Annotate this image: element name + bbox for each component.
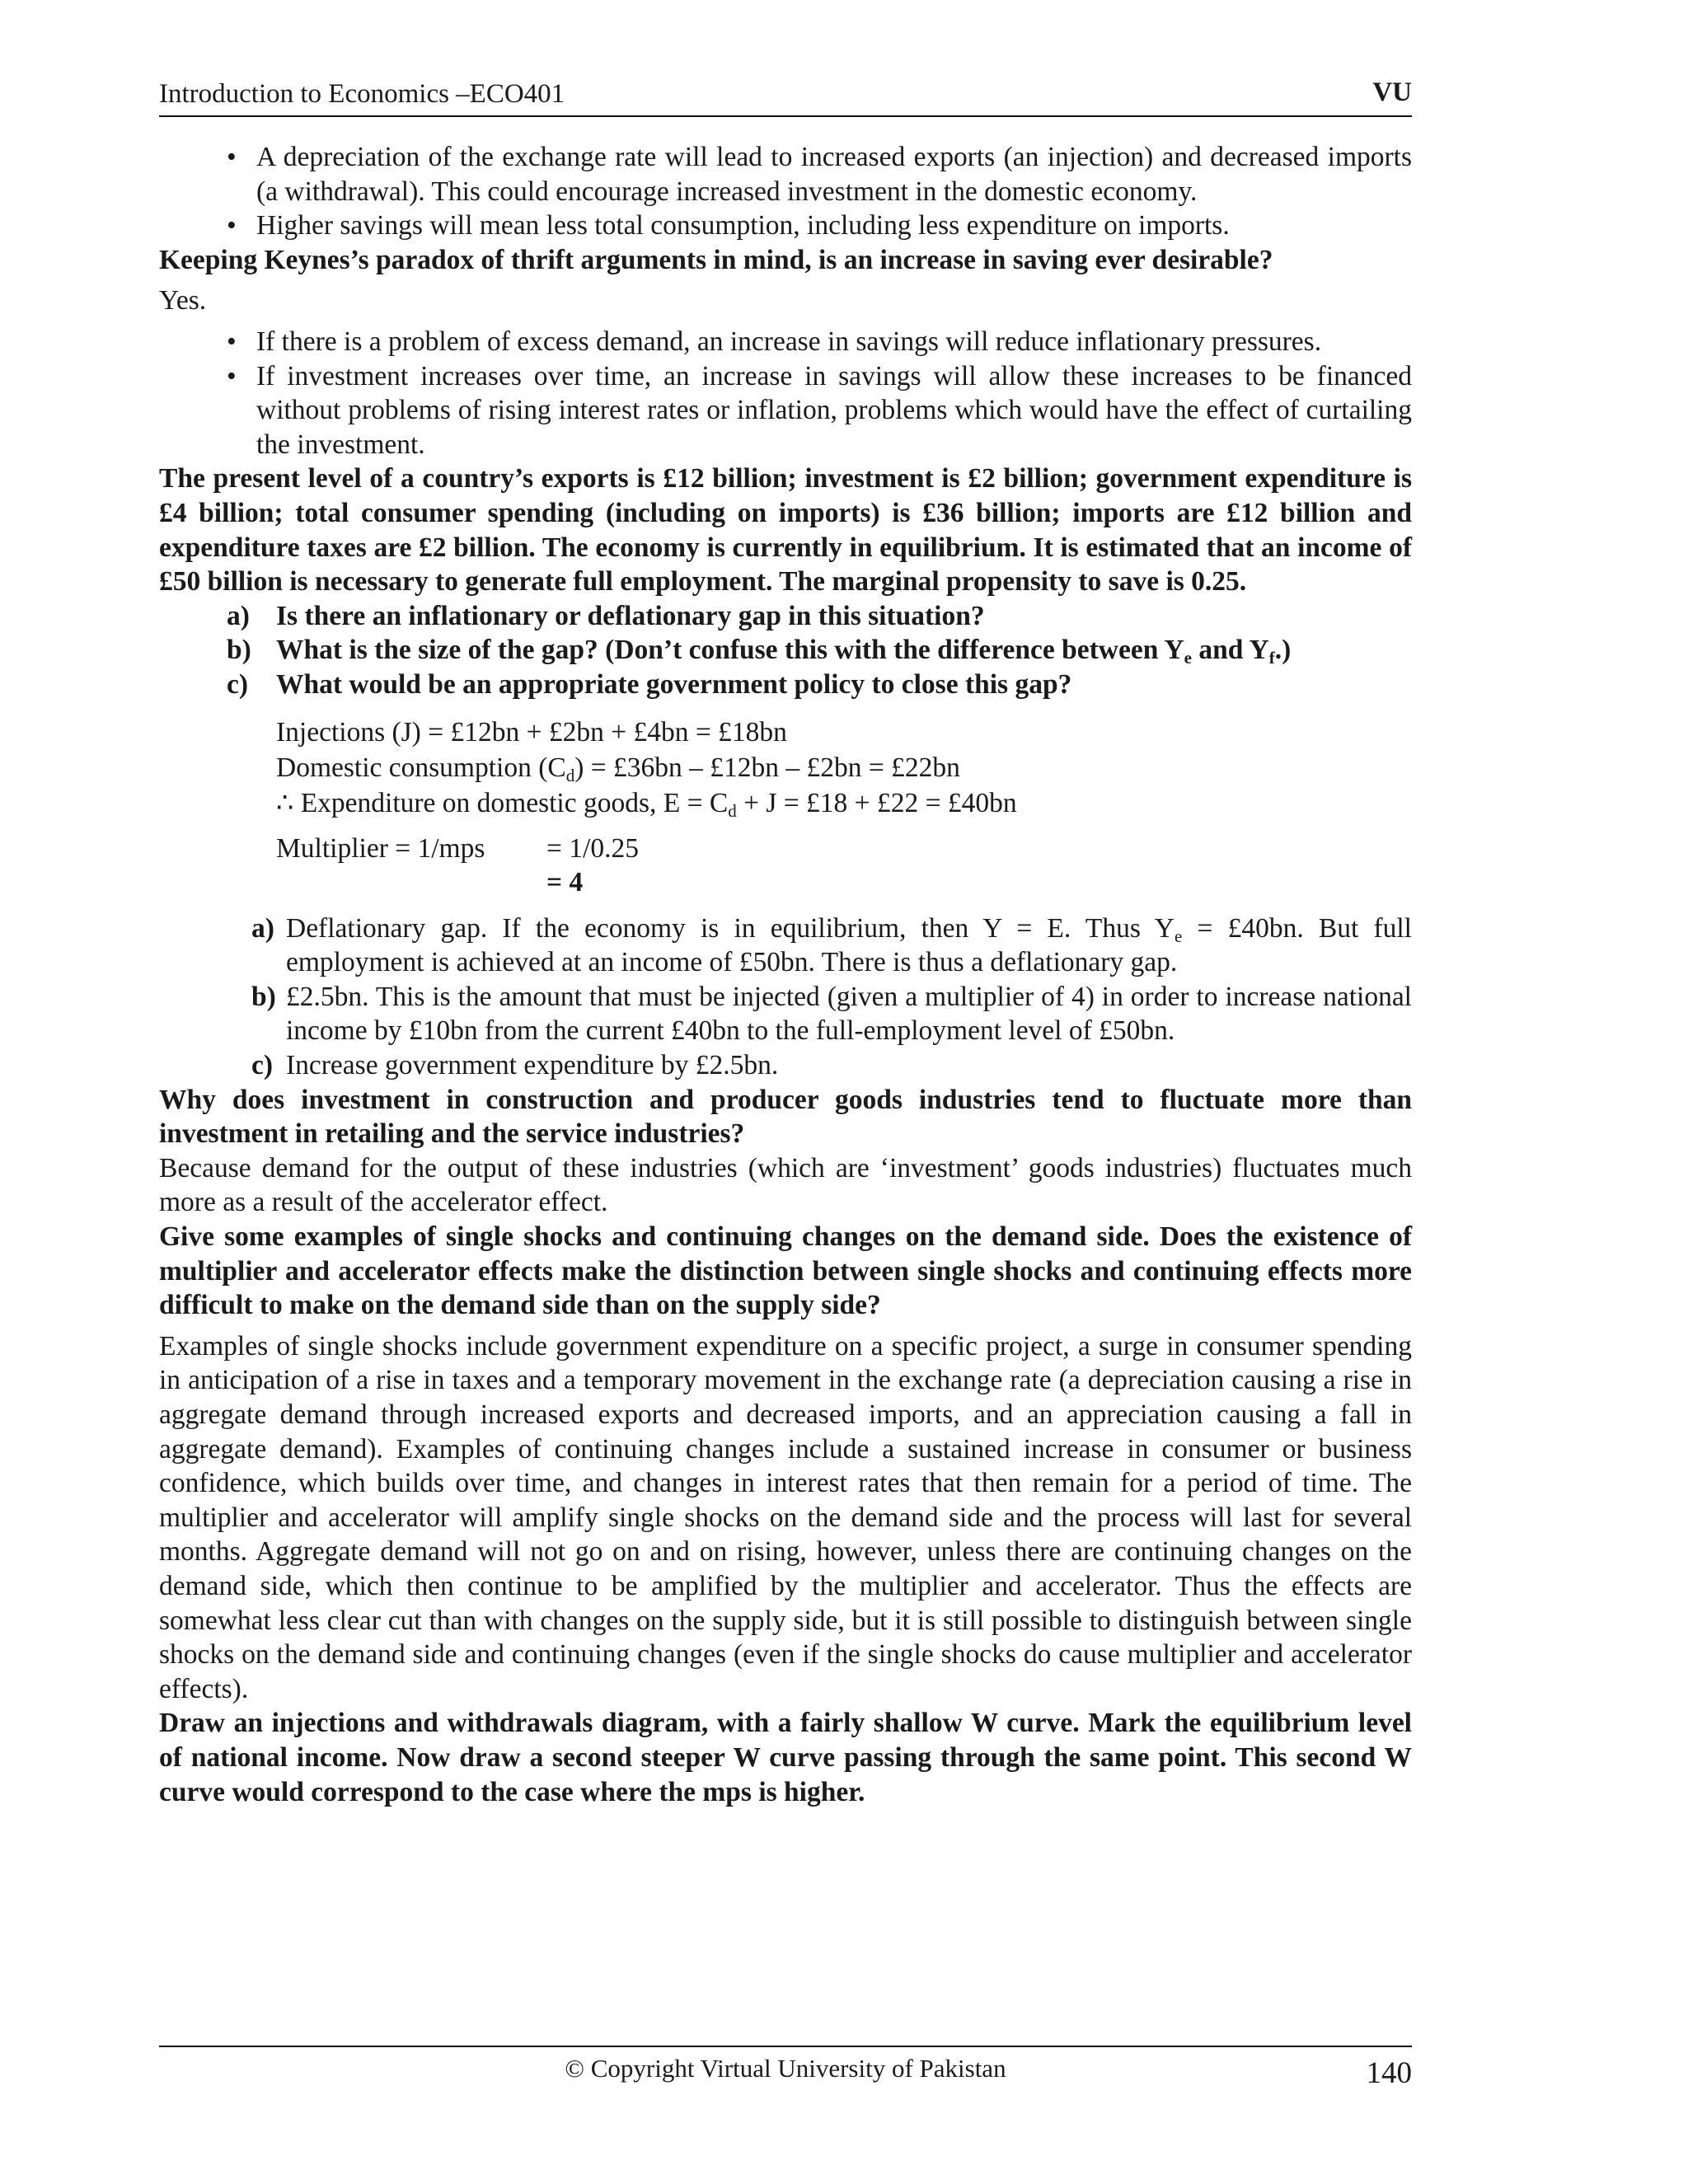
bullet-icon: • — [227, 360, 237, 391]
page-header — [159, 76, 1412, 117]
list-item: • Higher savings will mean less total consumption, including less expenditure on imports. — [159, 209, 1412, 243]
answer-parts — [159, 912, 1412, 1083]
list-item: • A depreciation of the exchange rate will lead to increased exports (an injection) and decreased imports (a withdrawal). This could encourage increased investment in the domestic economy. — [227, 142, 1412, 207]
question-diagram: Draw an injections and withdrawals diagram, with a fairly shallow W curve. Mark the equilibrium level of national income. Now draw a second steeper W curve passing through the same point. This second W curve would correspond to the case where the mps is higher. — [159, 1708, 1412, 1807]
course-title: Introduction to Economics –ECO401 — [159, 79, 565, 109]
page-footer — [159, 2046, 1412, 2090]
list-item: • If there is a problem of excess demand, an increase in savings will reduce inflationary pressures. — [159, 325, 1412, 359]
list-item: b) £2.5bn. This is the amount that must be injected (given a multiplier of 4) in order to increase national income by £10bn from the current £40bn to the full-employment level of £50bn. — [251, 981, 1412, 1047]
list-item: a) Deflationary gap. If the economy is in equilibrium, then Y = E. Thus $Y_e$ = £40bn. But full employment is achieved at an income of £50bn. There is thus a deflationary gap. — [251, 912, 1412, 978]
question-gap: The present level of a country’s exports is £12 billion; investment is £2 billion; government expenditure is £4 billion; total consumer spending (including on imports) is £36 billion; imports are £12 billion and expenditure taxes are £2 billion. The economy is currently in equilibrium. It is estimated that an income of £50 billion is necessary to generate full employment. The marginal propensity to save is 0.25. — [159, 463, 1412, 598]
bullet-list-thrift — [159, 325, 1412, 462]
answer-shocks: Examples of single shocks include government expenditure on a specific project, a surge in consumer spending in anticipation of a rise in taxes and a temporary movement in the exchange rate (a depreciation causing a rise in aggregate demand through increased exports and decreased imports, and an appreciation causing a fall in aggregate demand). Examples of continuing changes include a sustained increase in consumer or business confidence, which builds over time, and changes in interest rates that then remain for a period of time. The multiplier and accelerator will amplify single shocks on the demand side and the process will last for several months. Aggregate demand will not go on and on rising, however, unless there are continuing changes on the demand side, which then continue to be amplified by the multiplier and accelerator. Thus the effects are somewhat less clear cut than with changes on the supply side, but it is still possible to distinguish between single shocks on the demand side and continuing changes (even if the single shocks do cause multiplier and accelerator effects). — [159, 1330, 1412, 1704]
question-investment: Why does investment in construction and producer goods industries tend to fluctuate more than investment in retailing and the service industries? — [159, 1084, 1412, 1150]
list-item: • If investment increases over time, an increase in savings will allow these increases to be financed without problems of rising interest rates or inflation, problems which would have the effect of curtailing the investment. — [227, 360, 1412, 460]
list-item: b) What is the size of the gap? (Don’t confuse this with the difference between $Y_e$ and $Y_f$.) — [227, 635, 1292, 668]
list-item: a) Is there an inflationary or deflationary gap in this situation? — [227, 600, 985, 631]
page-number: 140 — [1366, 2056, 1412, 2090]
multiplier-result: = 4 — [546, 867, 584, 898]
question-shocks: Give some examples of single shocks and continuing changes on the demand side. Does the existence of multiplier and accelerator effects make the distinction between single shocks and continuing effects more difficult to make on the demand side than on the supply side? — [159, 1221, 1412, 1321]
list-item: c) Increase government expenditure by £2.5bn. — [251, 1050, 779, 1081]
copyright: © Copyright Virtual University of Pakistan — [565, 2054, 1006, 2083]
vu-logo-text: VU — [1372, 77, 1412, 107]
answer-yes: Yes. — [159, 285, 207, 316]
calculation-block — [276, 715, 1412, 900]
answer-investment: Because demand for the output of these industries (which are ‘investment’ goods industries) fluctuates much more as a result of the accelerator effect. — [159, 1152, 1412, 1218]
question-thrift: Keeping Keynes’s paradox of thrift arguments in mind, is an increase in saving ever desirable? — [159, 244, 1273, 275]
multiplier-line: Multiplier = 1/mps = 1/0.25 — [276, 832, 639, 864]
injections-line: Injections (J) = £12bn + £2bn + £4bn = £18bn — [276, 716, 787, 748]
bullet-icon: • — [227, 142, 237, 172]
bullet-list-top — [159, 140, 1412, 243]
domestic-consumption-line: Domestic consumption $(C_d)$ = £36bn – £12bn – £2bn = £22bn — [276, 752, 960, 785]
bullet-icon: • — [227, 210, 237, 241]
bullet-icon: • — [227, 326, 237, 357]
question-parts — [159, 599, 1412, 702]
list-item: c) What would be an appropriate government policy to close this gap? — [227, 668, 1072, 700]
page-content — [159, 140, 1412, 1809]
expenditure-line: ∴ Expenditure on domestic goods, $E = C_d + J$ = £18 + £22 = £40bn — [276, 787, 1017, 821]
